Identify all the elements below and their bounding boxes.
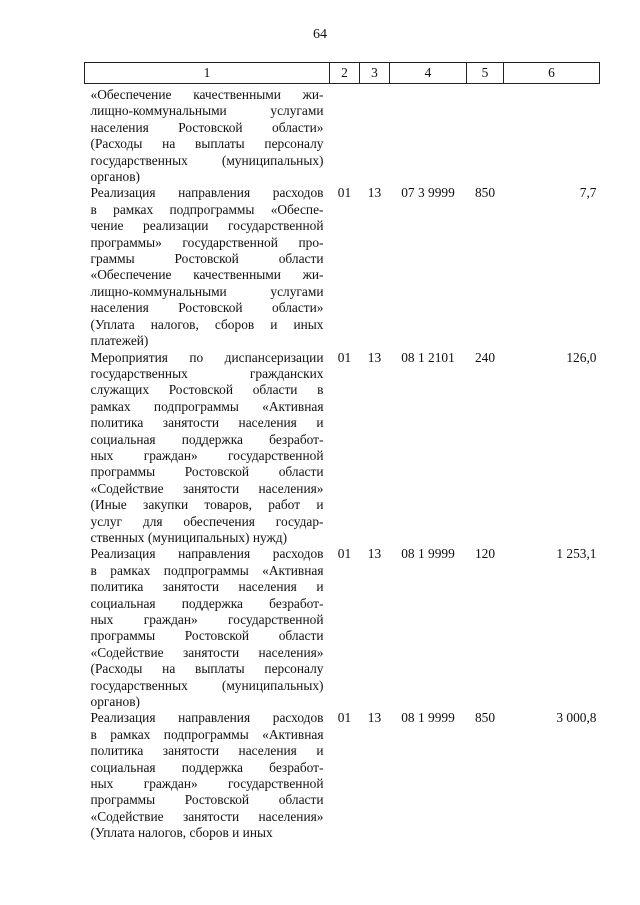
column-header: 4 xyxy=(390,63,467,84)
subsection-code: 13 xyxy=(367,710,382,726)
column-header: 2 xyxy=(330,63,360,84)
amount: 7,7 xyxy=(579,185,597,201)
amount: 3 000,8 xyxy=(556,710,597,726)
description-line: Реализация направления расходов xyxy=(90,185,324,201)
row-description xyxy=(85,84,330,186)
description-line: чение реализации государственной xyxy=(90,218,324,234)
description-line: служащих Ростовской области в xyxy=(90,382,324,398)
subsection-code: 13 xyxy=(367,546,382,562)
expense-type-code: 850 xyxy=(474,185,496,201)
column-header: 1 xyxy=(85,63,330,84)
description-line: государственных гражданских xyxy=(90,365,324,381)
description-line: «Обеспечение качественными жи- xyxy=(90,267,324,283)
description-line: (Расходы на выплаты персоналу xyxy=(90,136,324,152)
table-row xyxy=(85,710,600,841)
table-row xyxy=(85,84,600,186)
expense-type-code xyxy=(467,84,504,186)
table-row xyxy=(85,350,600,547)
row-description xyxy=(85,185,330,349)
description-line: (Уплата налогов, сборов и иных xyxy=(90,825,273,841)
column-header: 6 xyxy=(504,63,600,84)
description-line: политика занятости населения и xyxy=(90,415,324,431)
description-line: программы Ростовской области xyxy=(90,792,324,808)
description-line: (Уплата налогов, сборов и иных xyxy=(90,316,324,332)
subsection-code: 13 xyxy=(367,349,382,365)
column-header: 5 xyxy=(467,63,504,84)
description-line: социальная поддержка безработ- xyxy=(90,595,324,611)
amount: 1 253,1 xyxy=(556,546,597,562)
table-row xyxy=(85,546,600,710)
row-description xyxy=(85,710,330,841)
description-line: ных граждан» государственной xyxy=(90,447,324,463)
description-line: (Иные закупки товаров, работ и xyxy=(90,497,324,513)
description-line: (Расходы на выплаты персоналу xyxy=(90,661,324,677)
description-line: лищно-коммунальными услугами xyxy=(90,103,324,119)
subsection-code: 13 xyxy=(367,185,382,201)
section-code: 01 xyxy=(337,185,352,201)
description-line: Мероприятия по диспансеризации xyxy=(90,349,324,365)
description-line: социальная поддержка безработ- xyxy=(90,431,324,447)
description-line: ных граждан» государственной xyxy=(90,776,324,792)
amount: 126,0 xyxy=(566,349,597,365)
section-code: 01 xyxy=(337,710,352,726)
expense-type-code: 850 xyxy=(474,710,496,726)
description-line: «Обеспечение качественными жи- xyxy=(90,87,324,102)
description-line: населения Ростовской области» xyxy=(90,119,324,135)
description-line: программы Ростовской области xyxy=(90,464,324,480)
description-line: лищно-коммунальными услугами xyxy=(90,283,324,299)
budget-table xyxy=(84,62,600,842)
target-article-code: 08 1 9999 xyxy=(401,546,455,562)
amount xyxy=(504,84,600,186)
section-code: 01 xyxy=(337,546,352,562)
description-line: органов) xyxy=(90,694,140,710)
description-line: программы Ростовской области xyxy=(90,628,324,644)
section-code: 01 xyxy=(337,349,352,365)
target-article-code xyxy=(390,84,467,186)
target-article-code: 08 1 2101 xyxy=(401,349,455,365)
description-line: Реализация направления расходов xyxy=(90,710,324,726)
target-article-code: 07 3 9999 xyxy=(401,185,455,201)
row-description xyxy=(85,546,330,710)
table-header-row xyxy=(85,63,600,84)
description-line: ственных (муниципальных) нужд) xyxy=(90,529,288,545)
expense-type-code: 120 xyxy=(474,546,496,562)
row-description xyxy=(85,350,330,547)
target-article-code: 08 1 9999 xyxy=(401,710,455,726)
page-number: 64 xyxy=(313,27,327,42)
description-line: услуг для обеспечения государ- xyxy=(90,513,324,529)
description-line: «Содействие занятости населения» xyxy=(90,480,324,496)
description-line: программы» государственной про- xyxy=(90,234,324,250)
description-line: в рамках подпрограммы «Активная xyxy=(90,562,324,578)
subsection-code xyxy=(360,84,390,186)
description-line: в рамках подпрограммы «Активная xyxy=(90,726,324,742)
description-line: политика занятости населения и xyxy=(90,743,324,759)
description-line: государственных (муниципальных) xyxy=(90,152,324,168)
description-line: государственных (муниципальных) xyxy=(90,677,324,693)
description-line: Реализация направления расходов xyxy=(90,546,324,562)
description-line: граммы Ростовской области xyxy=(90,251,324,267)
description-line: рамках подпрограммы «Активная xyxy=(90,398,324,414)
section-code xyxy=(330,84,360,186)
expense-type-code: 240 xyxy=(474,349,496,365)
description-line: ных граждан» государственной xyxy=(90,612,324,627)
description-line: в рамках подпрограммы «Обеспе- xyxy=(90,201,324,217)
table-body xyxy=(85,84,600,842)
description-line: органов) xyxy=(90,169,140,185)
column-header: 3 xyxy=(360,63,390,84)
description-line: населения Ростовской области» xyxy=(90,300,324,316)
description-line: «Содействие занятости населения» xyxy=(90,644,324,660)
table-row xyxy=(85,185,600,349)
description-line: социальная поддержка безработ- xyxy=(90,759,324,775)
description-line: «Содействие занятости населения» xyxy=(90,808,324,824)
description-line: политика занятости населения и xyxy=(90,579,324,595)
description-line: платежей) xyxy=(90,333,149,349)
